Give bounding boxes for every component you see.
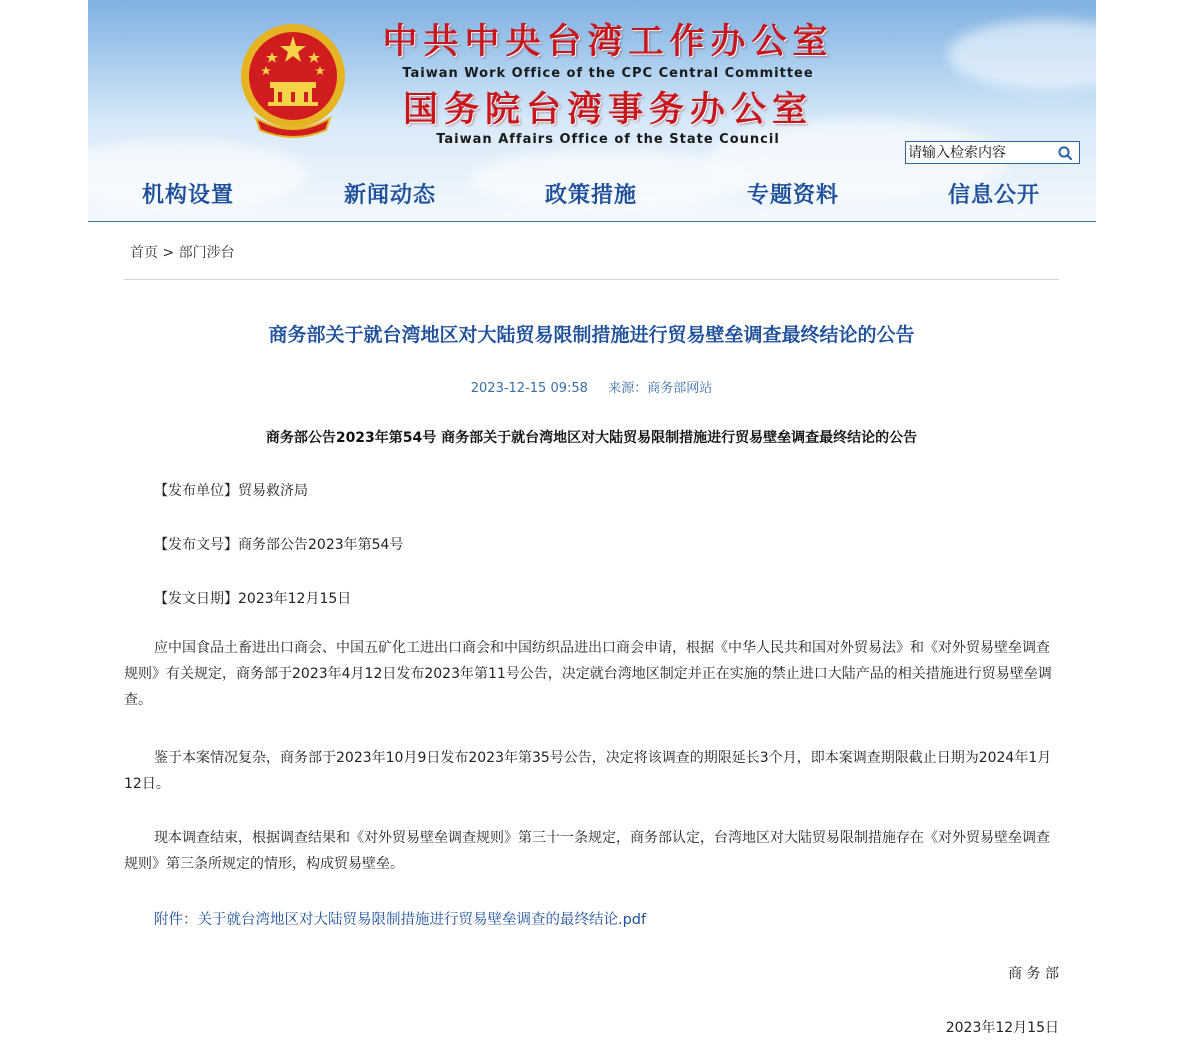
nav-item-topics[interactable]: 专题资料 (746, 183, 839, 208)
attachment-link[interactable]: 附件：关于就台湾地区对大陆贸易限制措施进行贸易壁垒调查的最终结论.pdf (154, 912, 647, 928)
nav-item-news[interactable]: 新闻动态 (343, 183, 436, 208)
sign-date: 2023年12月15日 (945, 1020, 1059, 1036)
article-paragraph-1: 应中国食品土畜进出口商会、中国五矿化工进出口商会和中国纺织品进出口商会申请，根据《中华人民共和国对外贸易法》和《对外贸易壁垒调查规则》有关规定，商务部于2023年4月12日发布2023年第11号公告，决定就台湾地区制定并正在实施的禁止进口大陆产品的相关措施进行贸易壁垒调查。 (124, 640, 1052, 708)
search-input[interactable] (906, 142, 1058, 163)
article-title: 商务部关于就台湾地区对大陆贸易限制措施进行贸易壁垒调查最终结论的公告 (268, 324, 915, 346)
breadcrumb-home[interactable]: 首页 (130, 245, 158, 261)
office-title-en-2: Taiwan Affairs Office of the State Council (436, 132, 780, 147)
content-divider (124, 279, 1059, 280)
signature: 商 务 部 (1008, 966, 1059, 982)
field-doc-number: 【发布文号】商务部公告2023年第54号 (154, 537, 404, 553)
main-nav (88, 178, 1096, 218)
search-icon[interactable] (1057, 145, 1073, 161)
header-divider (88, 221, 1096, 222)
article-date: 2023-12-15 09:58 (470, 381, 588, 396)
article-meta (124, 377, 1059, 396)
nav-item-policies[interactable]: 政策措施 (544, 183, 637, 208)
office-title-en-1: Taiwan Work Office of the CPC Central Committee (402, 66, 814, 81)
nav-item-info-disclosure[interactable]: 信息公开 (947, 183, 1040, 208)
field-issue-date: 【发文日期】2023年12月15日 (154, 591, 352, 607)
office-title-cn-2: 国务院台湾事务办公室 (402, 89, 813, 130)
article-subtitle: 商务部公告2023年第54号 商务部关于就台湾地区对大陆贸易限制措施进行贸易壁垒调查最终结论的公告 (265, 430, 918, 446)
national-emblem-icon (238, 22, 348, 140)
breadcrumb-current[interactable]: 部门涉台 (178, 245, 235, 261)
field-issuer: 【发布单位】贸易救济局 (154, 483, 308, 499)
breadcrumb-separator: > (162, 245, 175, 261)
breadcrumb (130, 242, 235, 262)
article-source: 来源：商务部网站 (608, 381, 713, 396)
nav-item-organization[interactable]: 机构设置 (141, 183, 234, 208)
office-title-cn-1: 中共中央台湾工作办公室 (382, 21, 834, 62)
search-box (905, 141, 1080, 164)
header-banner (88, 0, 1096, 222)
article-paragraph-2: 鉴于本案情况复杂，商务部于2023年10月9日发布2023年第35号公告，决定将该调查的期限延长3个月，即本案调查期限截止日期为2024年1月12日。 (124, 750, 1052, 792)
article-paragraph-3: 现本调查结束，根据调查结果和《对外贸易壁垒调查规则》第三十一条规定，商务部认定，台湾地区对大陆贸易限制措施存在《对外贸易壁垒调查规则》第三条所规定的情形，构成贸易壁垒。 (124, 830, 1050, 872)
